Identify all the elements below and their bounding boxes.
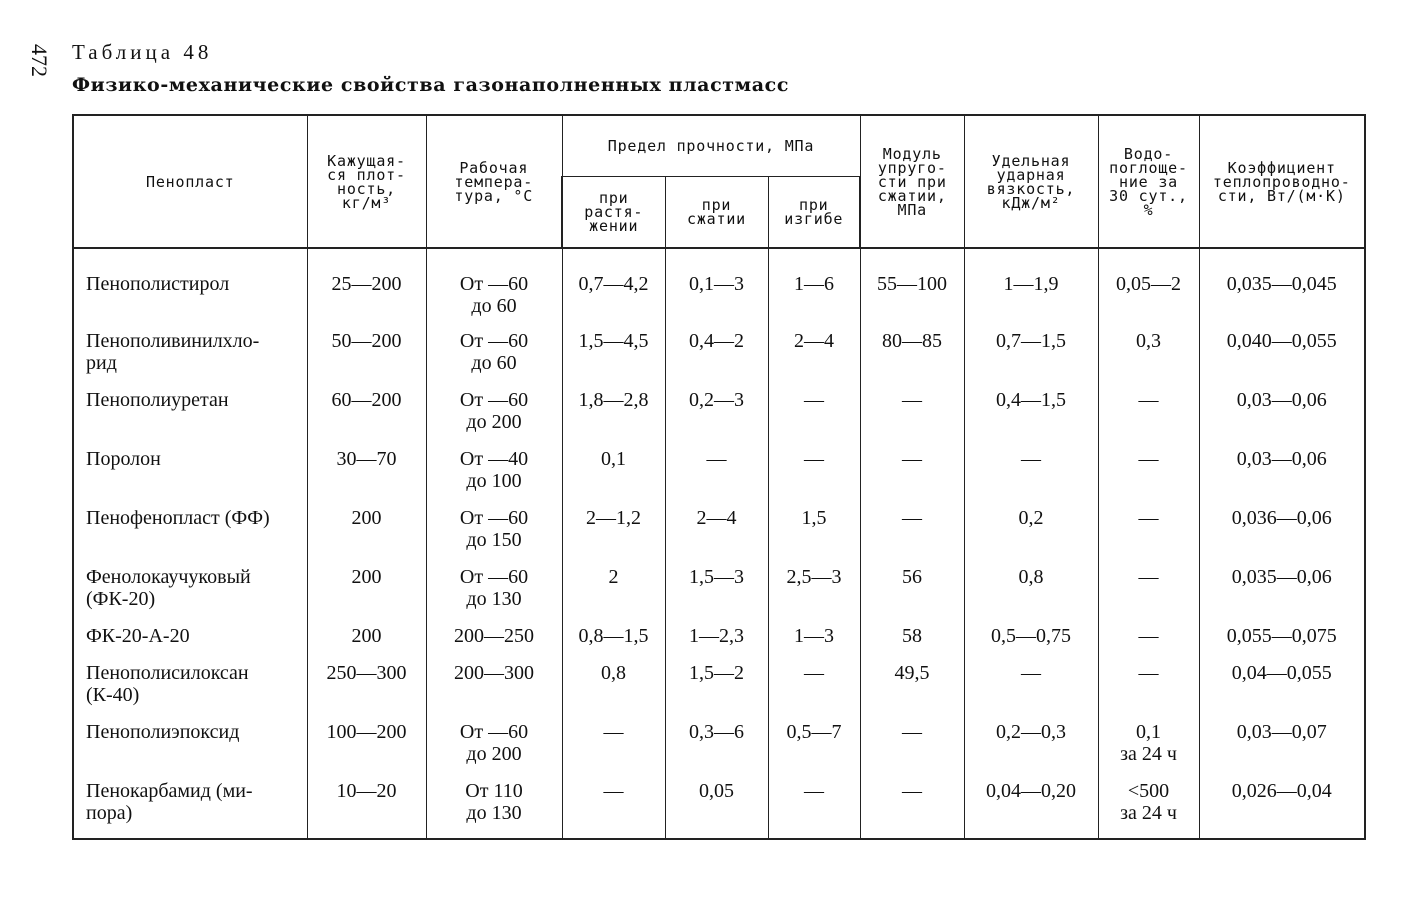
cell-impact: 0,04—0,20 — [964, 780, 1098, 839]
cell-water: — — [1098, 566, 1199, 625]
cell-tension: 0,1 — [562, 448, 665, 507]
header-strength-group: Предел прочности, МПа — [562, 115, 860, 177]
cell-temperature: От —60 до 150 — [426, 507, 562, 566]
cell-bending: — — [768, 389, 860, 448]
cell-temperature: От —60 до 60 — [426, 330, 562, 389]
cell-compression: 2—4 — [665, 507, 768, 566]
cell-conductivity: 0,03—0,07 — [1199, 721, 1365, 780]
cell-compression: 1,5—2 — [665, 662, 768, 721]
cell-water: 0,3 — [1098, 330, 1199, 389]
cell-water: — — [1098, 448, 1199, 507]
cell-temperature: 200—300 — [426, 662, 562, 721]
cell-name: Поролон — [73, 448, 307, 507]
cell-bending: — — [768, 662, 860, 721]
cell-tension: — — [562, 780, 665, 839]
table-row — [73, 566, 1365, 625]
cell-impact: 1—1,9 — [964, 248, 1098, 330]
cell-density: 25—200 — [307, 248, 426, 330]
cell-modulus: 49,5 — [860, 662, 964, 721]
cell-modulus: — — [860, 721, 964, 780]
cell-modulus: — — [860, 780, 964, 839]
header-water-absorption: Водо- поглоще- ние за 30 сут., % — [1098, 115, 1199, 248]
cell-temperature: От —60 до 200 — [426, 389, 562, 448]
cell-conductivity: 0,036—0,06 — [1199, 507, 1365, 566]
cell-impact: 0,5—0,75 — [964, 625, 1098, 662]
cell-tension: 2—1,2 — [562, 507, 665, 566]
cell-compression: 0,4—2 — [665, 330, 768, 389]
cell-tension: 0,7—4,2 — [562, 248, 665, 330]
cell-tension: 1,8—2,8 — [562, 389, 665, 448]
cell-density: 200 — [307, 507, 426, 566]
cell-impact: 0,4—1,5 — [964, 389, 1098, 448]
header-compression: при сжатии — [665, 177, 768, 249]
cell-temperature: 200—250 — [426, 625, 562, 662]
table-row — [73, 330, 1365, 389]
cell-name: ФК-20-А-20 — [73, 625, 307, 662]
cell-modulus: 55—100 — [860, 248, 964, 330]
cell-water: <500 за 24 ч — [1098, 780, 1199, 839]
table-row — [73, 389, 1365, 448]
cell-tension: 0,8 — [562, 662, 665, 721]
cell-compression: 0,1—3 — [665, 248, 768, 330]
header-thermal-conductivity: Коэффициент теплопроводно- сти, Вт/(м·К) — [1199, 115, 1365, 248]
cell-temperature: От 110 до 130 — [426, 780, 562, 839]
cell-impact: 0,2 — [964, 507, 1098, 566]
cell-modulus: 58 — [860, 625, 964, 662]
cell-temperature: От —60 до 200 — [426, 721, 562, 780]
cell-conductivity: 0,04—0,055 — [1199, 662, 1365, 721]
cell-bending: 0,5—7 — [768, 721, 860, 780]
cell-impact: 0,8 — [964, 566, 1098, 625]
header-bending: при изгибе — [768, 177, 860, 249]
cell-name: Пенополистирол — [73, 248, 307, 330]
cell-tension: 0,8—1,5 — [562, 625, 665, 662]
cell-impact: 0,2—0,3 — [964, 721, 1098, 780]
cell-density: 50—200 — [307, 330, 426, 389]
cell-compression: 0,2—3 — [665, 389, 768, 448]
cell-name: Пенополиуретан — [73, 389, 307, 448]
cell-bending: — — [768, 780, 860, 839]
cell-conductivity: 0,03—0,06 — [1199, 448, 1365, 507]
cell-temperature: От —40 до 100 — [426, 448, 562, 507]
cell-density: 250—300 — [307, 662, 426, 721]
cell-name: Фенолокаучуковый (ФК-20) — [73, 566, 307, 625]
table-row — [73, 662, 1365, 721]
table-title: Физико-механические свойства газонаполненных пластмасс — [72, 74, 789, 96]
cell-name: Пенофенопласт (ФФ) — [73, 507, 307, 566]
cell-conductivity: 0,055—0,075 — [1199, 625, 1365, 662]
table-caption: Таблица 48 — [72, 40, 213, 64]
cell-bending: 1—6 — [768, 248, 860, 330]
header-modulus: Модуль упруго- сти при сжатии, МПа — [860, 115, 964, 248]
cell-modulus: — — [860, 389, 964, 448]
cell-compression: 0,3—6 — [665, 721, 768, 780]
cell-conductivity: 0,035—0,06 — [1199, 566, 1365, 625]
cell-density: 100—200 — [307, 721, 426, 780]
cell-tension: — — [562, 721, 665, 780]
cell-compression: 0,05 — [665, 780, 768, 839]
cell-density: 30—70 — [307, 448, 426, 507]
cell-impact: 0,7—1,5 — [964, 330, 1098, 389]
cell-compression: 1,5—3 — [665, 566, 768, 625]
header-tension: при растя- жении — [562, 177, 665, 249]
cell-bending: 1—3 — [768, 625, 860, 662]
header-density: Кажущая- ся плот- ность, кг/м³ — [307, 115, 426, 248]
cell-water: 0,05—2 — [1098, 248, 1199, 330]
cell-bending: 2,5—3 — [768, 566, 860, 625]
cell-bending: 1,5 — [768, 507, 860, 566]
header-temperature: Рабочая темпера- тура, °C — [426, 115, 562, 248]
cell-temperature: От —60 до 60 — [426, 248, 562, 330]
table-row — [73, 248, 1365, 330]
table-row — [73, 780, 1365, 839]
cell-water: — — [1098, 507, 1199, 566]
cell-conductivity: 0,026—0,04 — [1199, 780, 1365, 839]
table-row — [73, 448, 1365, 507]
cell-compression: 1—2,3 — [665, 625, 768, 662]
cell-water: 0,1 за 24 ч — [1098, 721, 1199, 780]
cell-impact: — — [964, 662, 1098, 721]
page-number: 472 — [27, 44, 52, 77]
cell-density: 60—200 — [307, 389, 426, 448]
cell-modulus: 56 — [860, 566, 964, 625]
cell-bending: — — [768, 448, 860, 507]
cell-conductivity: 0,03—0,06 — [1199, 389, 1365, 448]
cell-name: Пенокарбамид (ми- пора) — [73, 780, 307, 839]
cell-conductivity: 0,035—0,045 — [1199, 248, 1365, 330]
cell-water: — — [1098, 389, 1199, 448]
cell-tension: 2 — [562, 566, 665, 625]
table-row — [73, 625, 1365, 662]
table-row — [73, 507, 1365, 566]
header-impact-strength: Удельная ударная вязкость, кДж/м² — [964, 115, 1098, 248]
cell-compression: — — [665, 448, 768, 507]
cell-name: Пенополиэпоксид — [73, 721, 307, 780]
cell-density: 200 — [307, 625, 426, 662]
cell-impact: — — [964, 448, 1098, 507]
cell-modulus: — — [860, 448, 964, 507]
cell-temperature: От —60 до 130 — [426, 566, 562, 625]
properties-table — [72, 114, 1366, 840]
cell-conductivity: 0,040—0,055 — [1199, 330, 1365, 389]
cell-water: — — [1098, 662, 1199, 721]
cell-tension: 1,5—4,5 — [562, 330, 665, 389]
cell-name: Пенополисилоксан (К-40) — [73, 662, 307, 721]
cell-modulus: — — [860, 507, 964, 566]
cell-water: — — [1098, 625, 1199, 662]
table-row — [73, 721, 1365, 780]
cell-modulus: 80—85 — [860, 330, 964, 389]
header-foam: Пенопласт — [73, 115, 307, 248]
cell-density: 10—20 — [307, 780, 426, 839]
cell-bending: 2—4 — [768, 330, 860, 389]
cell-name: Пенополивинилхло- рид — [73, 330, 307, 389]
cell-density: 200 — [307, 566, 426, 625]
